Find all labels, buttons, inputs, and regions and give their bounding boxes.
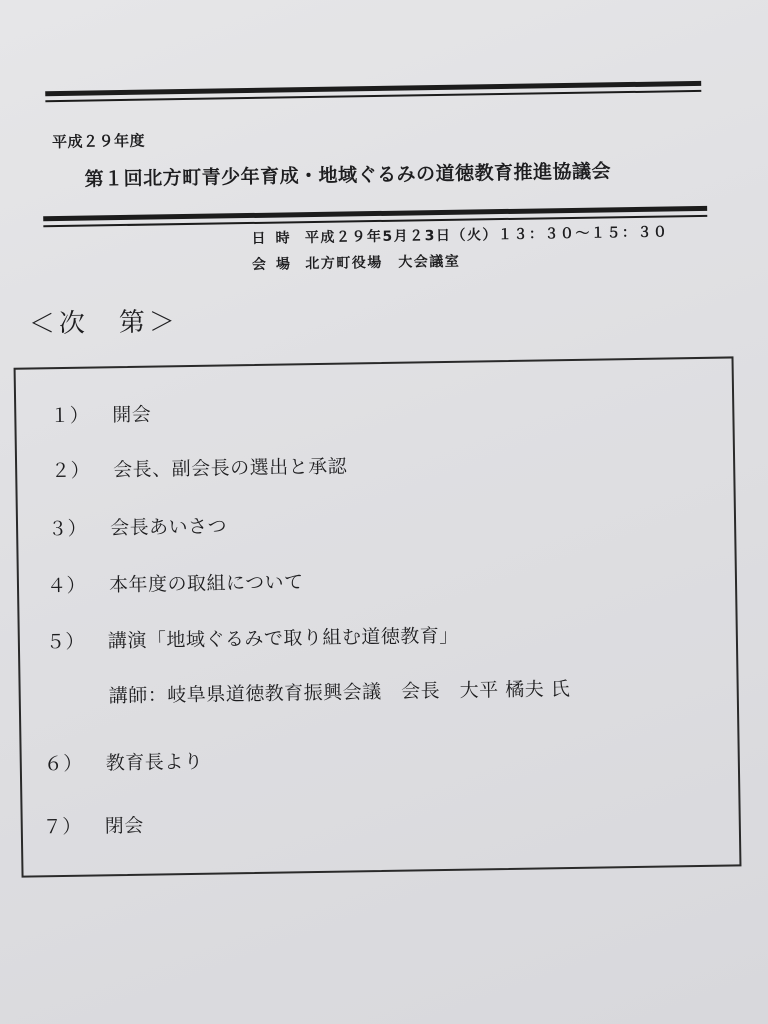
agenda-item-number: ３） [47,517,88,541]
agenda-heading: ＜次 第＞ [28,307,180,340]
agenda-item-number: ５） [45,630,86,654]
fiscal-year: 平成２９年度 [51,131,146,152]
date-row [251,221,668,248]
date-label: 日時 [251,230,300,247]
lecturer-line: 講師：岐阜県道徳教育振興会議 会長 大平 橘夫 氏 [108,678,571,708]
agenda-item-opening [50,400,151,429]
agenda-box [14,356,742,877]
venue-row [252,251,461,274]
agenda-item-lecture [46,621,459,654]
agenda-item-election [51,452,347,484]
agenda-item-number: ２） [51,459,91,483]
agenda-item-greeting [48,511,227,541]
agenda-item-text: 講演「地域ぐるみで取り組む道徳教育」 [107,624,460,653]
meeting-title: 第１回北方町青少年育成・地域ぐるみの道徳教育推進協議会 [84,160,612,191]
venue-value: 北方町役場 大会議室 [305,253,461,273]
agenda-item-number: ６） [43,752,83,776]
agenda-item-text: 会長あいさつ [109,515,228,540]
agenda-item-text: 閉会 [104,814,144,838]
agenda-item-text: 教育長より [105,750,204,775]
date-value: 平成２９年5月２3日（火）１３：３０〜１５：３０ [304,224,669,247]
agenda-item-text: 会長、副会長の選出と承認 [113,455,348,482]
agenda-item-closing [43,811,144,840]
agenda-item-initiatives [47,567,304,598]
agenda-item-superintendent [44,747,204,777]
agenda-item-number: １） [50,404,90,428]
agenda-item-text: 本年度の取組について [108,571,304,597]
agenda-item-number: ７） [42,815,82,839]
agenda-item-text: 開会 [112,403,152,427]
venue-label: 会場 [251,256,301,273]
agenda-item-number: ４） [46,574,87,598]
header-top-rule-thick [45,81,701,96]
header-bottom-rule-thick [43,206,707,221]
